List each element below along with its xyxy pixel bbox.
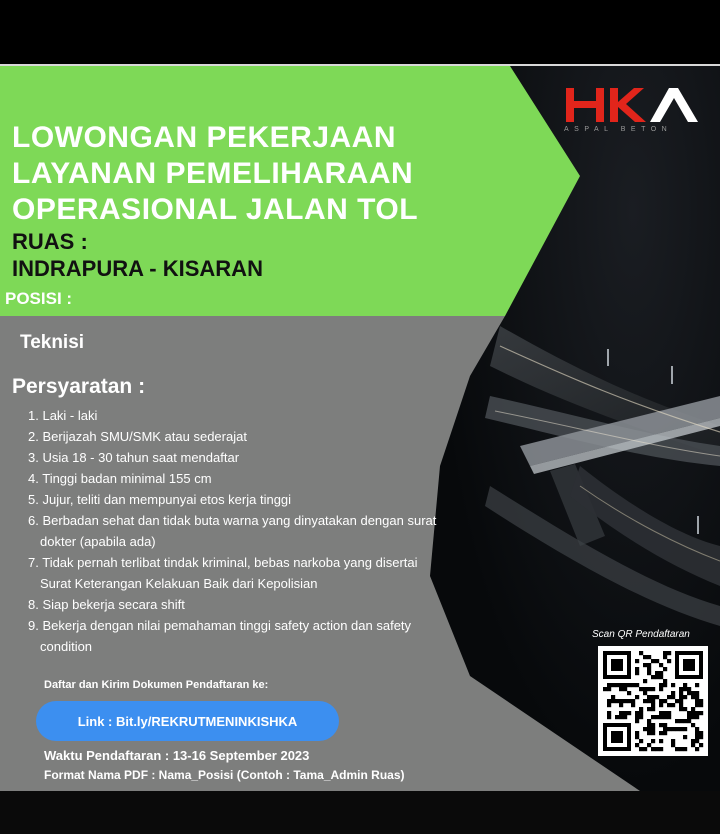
bottom-border: [0, 791, 720, 834]
requirements-list: [28, 405, 478, 657]
register-instruction: Daftar dan Kirim Dokumen Pendaftaran ke:: [44, 679, 269, 691]
qr-code-pattern: [598, 646, 708, 756]
scan-qr-label: Scan QR Pendaftaran: [592, 629, 690, 640]
requirement-item: 5. Jujur, teliti dan mempunyai etos kerja tinggi: [28, 492, 292, 507]
ruas-label: RUAS :: [12, 229, 88, 254]
requirement-item: 6. Berbadan sehat dan tidak buta warna yang dinyatakan dengan surat dokter (apabila ada): [28, 513, 437, 549]
requirement-item: 9. Bekerja dengan nilai pemahaman tinggi safety action dan safety condition: [28, 618, 412, 654]
requirement-item: 3. Usia 18 - 30 tahun saat mendaftar: [28, 450, 240, 465]
logo-subtitle: ASPAL BETON: [564, 126, 673, 133]
position-name: Teknisi: [20, 332, 85, 353]
registration-period: Waktu Pendaftaran : 13-16 September 2023: [44, 748, 310, 763]
hka-logo: [564, 84, 710, 133]
pdf-name-format: Format Nama PDF : Nama_Posisi (Contoh : Tama_Admin Ruas): [44, 768, 405, 782]
requirement-item: 2. Berijazah SMU/SMK atau sederajat: [28, 429, 247, 444]
posisi-label: POSISI :: [5, 289, 73, 308]
title-line-1: LOWONGAN PEKERJAAN: [12, 121, 397, 154]
requirement-item: 8. Siap bekerja secara shift: [28, 597, 185, 612]
registration-link-button[interactable]: Link : Bit.ly/REKRUTMENINKISHKA: [36, 701, 339, 741]
hka-logo-mark: [564, 84, 706, 124]
requirement-item: 4. Tinggi badan minimal 155 cm: [28, 471, 212, 486]
requirements-title: Persyaratan :: [12, 375, 146, 398]
ruas-block: [12, 228, 263, 282]
requirement-item: 7. Tidak pernah terlibat tindak kriminal, bebas narkoba yang disertai Surat Keterangan Kelakuan Baik dari Kepolisian: [28, 555, 418, 591]
title-line-3: OPERASIONAL JALAN TOL: [12, 193, 419, 226]
requirement-item: 1. Laki - laki: [28, 408, 98, 423]
title-line-2: LAYANAN PEMELIHARAAN: [12, 157, 414, 190]
page-title: [12, 120, 418, 228]
ruas-value: INDRAPURA - KISARAN: [12, 256, 263, 281]
registration-qr-code[interactable]: [598, 646, 708, 756]
job-poster: [0, 66, 720, 791]
